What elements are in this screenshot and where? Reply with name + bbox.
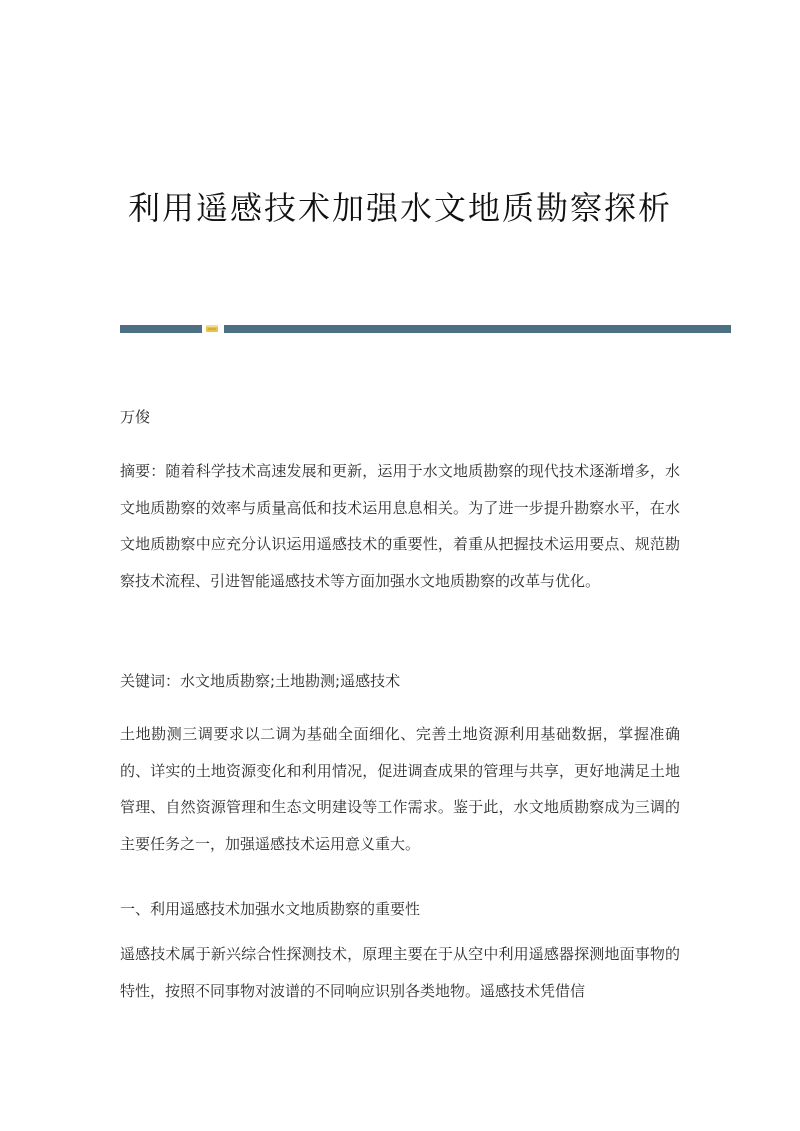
document-title: 利用遥感技术加强水文地质勘察探析 bbox=[127, 189, 672, 227]
body-paragraph-section-1: 遥感技术属于新兴综合性探测技术，原理主要在于从空中利用遥感器探测地面事物的特性，按照不同事物对波谱的不同响应识别各类地物。遥感技术凭借信 bbox=[120, 945, 680, 1000]
title-divider-left bbox=[120, 325, 202, 333]
author-name: 万俊 bbox=[120, 408, 151, 426]
keywords-line: 关键词：水文地质勘察;土地勘测;遥感技术 bbox=[120, 672, 401, 690]
pencil-icon bbox=[205, 323, 219, 334]
title-divider-right bbox=[224, 325, 731, 333]
section-heading: 一、利用遥感技术加强水文地质勘察的重要性 bbox=[120, 900, 421, 918]
body-paragraph-intro: 土地勘测三调要求以二调为基础全面细化、完善土地资源利用基础数据，掌握准确的、详实的土地资源变化和利用情况，促进调查成果的管理与共享，更好地满足土地管理、自然资源管理和生态文明建设等工作需求。鉴于此，水文地质勘察成为三调的主要任务之一，加强遥感技术运用意义重大。 bbox=[120, 725, 680, 853]
abstract-paragraph: 摘要：随着科学技术高速发展和更新，运用于水文地质勘察的现代技术逐渐增多，水文地质勘察的效率与质量高低和技术运用息息相关。为了进一步提升勘察水平，在水文地质勘察中应充分认识运用遥感技术的重要性，着重从把握技术运用要点、规范勘察技术流程、引进智能遥感技术等方面加强水文地质勘察的改革与优化。 bbox=[120, 462, 680, 590]
